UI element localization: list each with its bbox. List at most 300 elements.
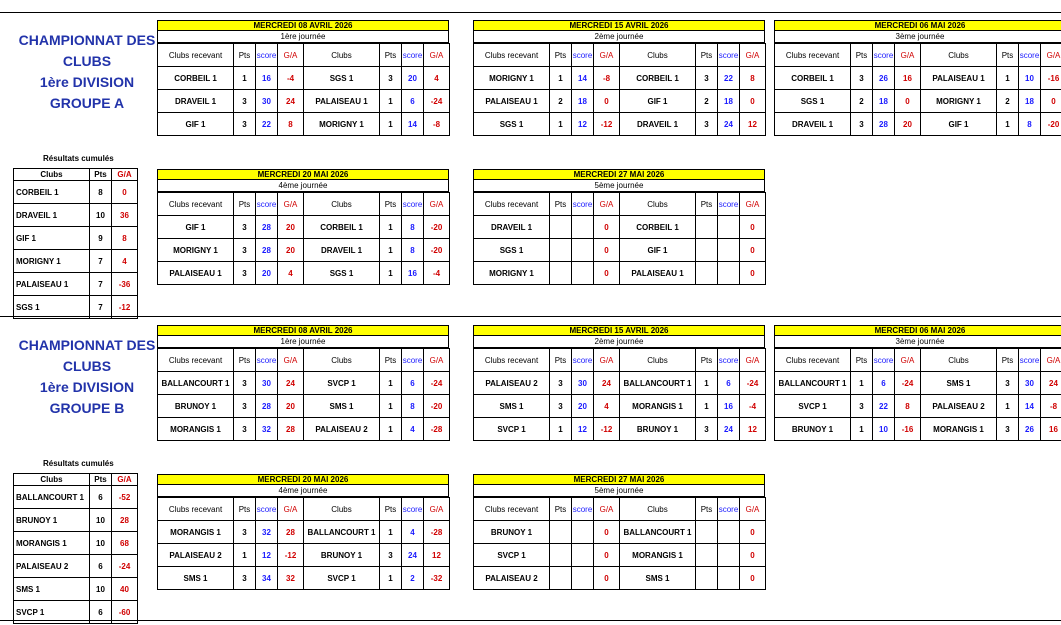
header-ga: G/A: [895, 44, 921, 67]
header-clubs-recevant: Clubs recevant: [158, 498, 234, 521]
match-row: [158, 239, 450, 262]
away-score: 24: [402, 544, 424, 567]
group-title-line: GROUPE B: [49, 400, 125, 416]
header-clubs: Clubs: [921, 44, 997, 67]
home-goal-average: 8: [895, 395, 921, 418]
table-header-row: [775, 44, 1061, 67]
away-score: 26: [1019, 418, 1041, 441]
header-ga: G/A: [278, 349, 304, 372]
header-clubs: Clubs: [620, 498, 696, 521]
away-points: 3: [696, 113, 718, 136]
away-club: SGS 1: [304, 262, 380, 285]
away-points: [696, 567, 718, 590]
cumulative-goal-average: -36: [112, 273, 138, 296]
home-points: 3: [234, 239, 256, 262]
away-club: SGS 1: [304, 67, 380, 90]
round-journee-label: 1ère journée: [157, 31, 449, 43]
cumulative-points: 10: [90, 204, 112, 227]
away-club: BRUNOY 1: [304, 544, 380, 567]
match-row: [474, 90, 766, 113]
home-score: 26: [873, 67, 895, 90]
cumulative-goal-average: -24: [112, 555, 138, 578]
cumulative-goal-average: 68: [112, 532, 138, 555]
match-row: [474, 395, 766, 418]
away-score: 4: [402, 521, 424, 544]
header-clubs: Clubs: [304, 349, 380, 372]
home-club: CORBEIL 1: [158, 67, 234, 90]
away-score: 8: [402, 239, 424, 262]
header-ga: G/A: [424, 349, 450, 372]
home-club: MORIGNY 1: [474, 67, 550, 90]
home-goal-average: 0: [594, 521, 620, 544]
header-clubs-recevant: Clubs recevant: [158, 349, 234, 372]
away-goal-average: 16: [1041, 418, 1061, 441]
away-goal-average: 12: [740, 418, 766, 441]
home-score: 12: [572, 418, 594, 441]
header-ga: G/A: [424, 498, 450, 521]
header-ga: G/A: [740, 349, 766, 372]
home-club: MORIGNY 1: [158, 239, 234, 262]
away-points: [696, 239, 718, 262]
home-goal-average: 16: [895, 67, 921, 90]
header-clubs: Clubs: [14, 474, 90, 486]
home-goal-average: 28: [278, 418, 304, 441]
away-club: GIF 1: [921, 113, 997, 136]
away-goal-average: -24: [424, 90, 450, 113]
round-results-table: [774, 348, 1061, 441]
header-ga: G/A: [594, 349, 620, 372]
away-score: 24: [718, 113, 740, 136]
away-score: 6: [718, 372, 740, 395]
match-row: [158, 395, 450, 418]
home-club: MORIGNY 1: [474, 262, 550, 285]
header-clubs-recevant: Clubs recevant: [474, 349, 550, 372]
header-pts: Pts: [997, 349, 1019, 372]
home-points: [550, 216, 572, 239]
header-clubs: Clubs: [304, 44, 380, 67]
away-goal-average: -24: [424, 372, 450, 395]
home-goal-average: 20: [278, 395, 304, 418]
away-score: [718, 544, 740, 567]
away-score: [718, 521, 740, 544]
header-pts: Pts: [380, 193, 402, 216]
header-clubs: Clubs: [921, 349, 997, 372]
home-score: 28: [256, 216, 278, 239]
round-date-header: MERCREDI 08 AVRIL 2026: [157, 20, 449, 31]
header-ga: G/A: [1041, 44, 1061, 67]
away-points: [696, 216, 718, 239]
home-points: 2: [550, 90, 572, 113]
home-score: 22: [256, 113, 278, 136]
away-score: 8: [1019, 113, 1041, 136]
away-club: PALAISEAU 1: [620, 262, 696, 285]
header-pts: Pts: [550, 44, 572, 67]
cumulative-points: 7: [90, 250, 112, 273]
header-score: score: [1019, 44, 1041, 67]
away-points: 3: [696, 418, 718, 441]
round-results-table: [157, 497, 450, 590]
home-score: 22: [873, 395, 895, 418]
cumulative-results-title: Résultats cumulés: [43, 459, 114, 468]
home-points: 3: [234, 90, 256, 113]
away-points: 1: [380, 113, 402, 136]
away-goal-average: 0: [740, 567, 766, 590]
cumulative-club: SMS 1: [14, 578, 90, 601]
match-row: [158, 567, 450, 590]
away-score: 16: [718, 395, 740, 418]
cumulative-club: PALAISEAU 1: [14, 273, 90, 296]
home-goal-average: -12: [594, 418, 620, 441]
cumulative-results-table: [13, 168, 138, 319]
cumulative-club: MORANGIS 1: [14, 532, 90, 555]
home-score: [572, 239, 594, 262]
cumulative-row: [14, 509, 138, 532]
header-ga: G/A: [112, 474, 138, 486]
home-score: 20: [572, 395, 594, 418]
home-points: 3: [234, 418, 256, 441]
match-row: [474, 113, 766, 136]
header-clubs: Clubs: [620, 349, 696, 372]
round-results-table: [157, 192, 450, 285]
match-row: [474, 567, 766, 590]
away-points: 3: [380, 67, 402, 90]
home-points: 1: [851, 418, 873, 441]
away-score: 2: [402, 567, 424, 590]
away-score: 18: [718, 90, 740, 113]
home-club: DRAVEIL 1: [474, 216, 550, 239]
round-results-table: [157, 43, 450, 136]
away-club: DRAVEIL 1: [620, 113, 696, 136]
header-pts: Pts: [234, 349, 256, 372]
home-goal-average: -16: [895, 418, 921, 441]
away-club: MORIGNY 1: [921, 90, 997, 113]
home-points: 1: [550, 418, 572, 441]
header-score: score: [572, 44, 594, 67]
header-pts: Pts: [696, 44, 718, 67]
home-score: [572, 521, 594, 544]
table-header-row: [158, 44, 450, 67]
away-club: SVCP 1: [304, 567, 380, 590]
header-clubs-recevant: Clubs recevant: [474, 193, 550, 216]
away-goal-average: -16: [1041, 67, 1061, 90]
match-row: [775, 90, 1061, 113]
match-row: [158, 67, 450, 90]
match-row: [474, 521, 766, 544]
away-club: BALLANCOURT 1: [620, 372, 696, 395]
home-score: [572, 544, 594, 567]
home-points: [550, 567, 572, 590]
cumulative-goal-average: -60: [112, 601, 138, 624]
cumulative-row: [14, 578, 138, 601]
away-goal-average: -20: [1041, 113, 1061, 136]
cumulative-club: BALLANCOURT 1: [14, 486, 90, 509]
away-club: SMS 1: [921, 372, 997, 395]
cumulative-goal-average: 28: [112, 509, 138, 532]
header-clubs-recevant: Clubs recevant: [775, 349, 851, 372]
group-title-line: CHAMPIONNAT DES: [18, 337, 156, 353]
header-score: score: [718, 44, 740, 67]
round-date-header: MERCREDI 06 MAI 2026: [774, 325, 1061, 336]
header-score: score: [718, 498, 740, 521]
away-club: BALLANCOURT 1: [620, 521, 696, 544]
home-score: 6: [873, 372, 895, 395]
cumulative-club: CORBEIL 1: [14, 181, 90, 204]
away-points: 1: [380, 239, 402, 262]
away-points: 1: [380, 262, 402, 285]
header-ga: G/A: [594, 498, 620, 521]
header-pts: Pts: [550, 349, 572, 372]
home-goal-average: 32: [278, 567, 304, 590]
match-row: [474, 239, 766, 262]
header-ga: G/A: [112, 169, 138, 181]
round-date-header: MERCREDI 27 MAI 2026: [473, 474, 765, 485]
away-club: SMS 1: [304, 395, 380, 418]
header-ga: G/A: [278, 193, 304, 216]
home-score: 14: [572, 67, 594, 90]
table-header-row: [474, 498, 766, 521]
away-goal-average: 0: [740, 216, 766, 239]
away-club: PALAISEAU 2: [921, 395, 997, 418]
home-points: 3: [234, 216, 256, 239]
home-club: BALLANCOURT 1: [775, 372, 851, 395]
home-score: 30: [572, 372, 594, 395]
home-club: MORANGIS 1: [158, 418, 234, 441]
home-goal-average: -12: [278, 544, 304, 567]
away-goal-average: -28: [424, 418, 450, 441]
header-pts: Pts: [550, 498, 572, 521]
away-score: 24: [718, 418, 740, 441]
away-score: 10: [1019, 67, 1041, 90]
round-date-header: MERCREDI 06 MAI 2026: [774, 20, 1061, 31]
group-title-line: 1ère DIVISION: [39, 74, 135, 90]
group-title-line: CLUBS: [62, 53, 112, 69]
away-score: [718, 216, 740, 239]
away-points: 1: [997, 395, 1019, 418]
cumulative-row: [14, 250, 138, 273]
header-pts: Pts: [234, 44, 256, 67]
home-goal-average: 0: [594, 567, 620, 590]
away-score: 14: [1019, 395, 1041, 418]
table-header-row: [474, 193, 766, 216]
round-journee-label: 5ème journée: [473, 180, 765, 192]
away-goal-average: -4: [424, 262, 450, 285]
home-club: GIF 1: [158, 113, 234, 136]
header-score: score: [572, 349, 594, 372]
home-goal-average: -24: [895, 372, 921, 395]
away-goal-average: 0: [740, 262, 766, 285]
away-points: 1: [380, 90, 402, 113]
home-club: SMS 1: [474, 395, 550, 418]
home-points: 3: [851, 67, 873, 90]
header-ga: G/A: [895, 349, 921, 372]
round-journee-label: 3ème journée: [774, 31, 1061, 43]
cumulative-row: [14, 273, 138, 296]
home-points: 3: [234, 521, 256, 544]
header-pts: Pts: [851, 44, 873, 67]
away-goal-average: 4: [424, 67, 450, 90]
cumulative-club: PALAISEAU 2: [14, 555, 90, 578]
header-clubs: Clubs: [304, 193, 380, 216]
match-row: [474, 216, 766, 239]
away-score: [718, 239, 740, 262]
home-points: 3: [851, 113, 873, 136]
cumulative-goal-average: -52: [112, 486, 138, 509]
home-club: DRAVEIL 1: [158, 90, 234, 113]
header-ga: G/A: [740, 193, 766, 216]
home-goal-average: 0: [594, 544, 620, 567]
away-goal-average: 0: [740, 239, 766, 262]
header-pts: Pts: [851, 349, 873, 372]
home-club: DRAVEIL 1: [775, 113, 851, 136]
header-clubs: Clubs: [620, 44, 696, 67]
cumulative-points: 7: [90, 273, 112, 296]
away-points: 1: [380, 372, 402, 395]
home-score: 28: [873, 113, 895, 136]
home-goal-average: 0: [895, 90, 921, 113]
away-score: 16: [402, 262, 424, 285]
home-club: MORANGIS 1: [158, 521, 234, 544]
round-journee-label: 4ème journée: [157, 485, 449, 497]
home-points: 3: [234, 395, 256, 418]
match-row: [474, 67, 766, 90]
header-clubs-recevant: Clubs recevant: [158, 193, 234, 216]
group-title: [12, 335, 162, 419]
round-date-header: MERCREDI 20 MAI 2026: [157, 169, 449, 180]
group-title-line: 1ère DIVISION: [39, 379, 135, 395]
away-goal-average: -24: [740, 372, 766, 395]
home-points: 3: [234, 113, 256, 136]
away-club: DRAVEIL 1: [304, 239, 380, 262]
header-pts: Pts: [234, 193, 256, 216]
away-goal-average: 12: [424, 544, 450, 567]
home-points: 3: [550, 395, 572, 418]
table-header-row: [474, 44, 766, 67]
header-ga: G/A: [424, 44, 450, 67]
table-header-row: [158, 349, 450, 372]
home-points: 3: [851, 395, 873, 418]
header-ga: G/A: [424, 193, 450, 216]
cumulative-points: 7: [90, 296, 112, 319]
away-score: 6: [402, 372, 424, 395]
home-points: 1: [851, 372, 873, 395]
home-goal-average: 20: [895, 113, 921, 136]
home-points: 1: [234, 67, 256, 90]
cumulative-goal-average: 40: [112, 578, 138, 601]
home-goal-average: 20: [278, 216, 304, 239]
away-points: [696, 544, 718, 567]
away-club: GIF 1: [620, 90, 696, 113]
home-score: 28: [256, 395, 278, 418]
home-goal-average: -8: [594, 67, 620, 90]
away-points: 3: [997, 418, 1019, 441]
away-goal-average: -8: [424, 113, 450, 136]
header-pts: Pts: [997, 44, 1019, 67]
table-header-row: [14, 474, 138, 486]
cumulative-goal-average: -12: [112, 296, 138, 319]
match-row: [158, 372, 450, 395]
home-score: [572, 567, 594, 590]
away-points: 1: [380, 521, 402, 544]
cumulative-points: 10: [90, 578, 112, 601]
cumulative-row: [14, 204, 138, 227]
header-clubs-recevant: Clubs recevant: [775, 44, 851, 67]
round-results-table: [774, 43, 1061, 136]
match-row: [474, 544, 766, 567]
away-score: 4: [402, 418, 424, 441]
home-club: SVCP 1: [775, 395, 851, 418]
header-score: score: [873, 44, 895, 67]
away-points: 1: [696, 395, 718, 418]
header-ga: G/A: [1041, 349, 1061, 372]
away-points: 1: [997, 67, 1019, 90]
away-club: CORBEIL 1: [620, 216, 696, 239]
header-clubs: Clubs: [304, 498, 380, 521]
away-score: 20: [402, 67, 424, 90]
round-journee-label: 5ème journée: [473, 485, 765, 497]
header-pts: Pts: [696, 349, 718, 372]
away-club: GIF 1: [620, 239, 696, 262]
header-score: score: [718, 349, 740, 372]
round-journee-label: 3ème journée: [774, 336, 1061, 348]
home-goal-average: 4: [594, 395, 620, 418]
group-title-line: CHAMPIONNAT DES: [18, 32, 156, 48]
home-score: 18: [873, 90, 895, 113]
cumulative-points: 9: [90, 227, 112, 250]
home-club: PALAISEAU 2: [474, 567, 550, 590]
cumulative-points: 10: [90, 509, 112, 532]
home-score: 28: [256, 239, 278, 262]
header-score: score: [402, 193, 424, 216]
match-row: [158, 521, 450, 544]
home-club: SGS 1: [474, 239, 550, 262]
away-points: [696, 521, 718, 544]
header-score: score: [873, 349, 895, 372]
match-row: [158, 113, 450, 136]
home-points: 3: [234, 372, 256, 395]
round-date-header: MERCREDI 08 AVRIL 2026: [157, 325, 449, 336]
match-row: [775, 395, 1061, 418]
away-goal-average: -28: [424, 521, 450, 544]
group-title-line: CLUBS: [62, 358, 112, 374]
away-score: 8: [402, 395, 424, 418]
header-clubs-recevant: Clubs recevant: [158, 44, 234, 67]
home-score: 16: [256, 67, 278, 90]
header-score: score: [256, 498, 278, 521]
away-points: 1: [997, 113, 1019, 136]
away-points: 1: [380, 395, 402, 418]
home-score: 12: [572, 113, 594, 136]
round-journee-label: 2ème journée: [473, 31, 765, 43]
away-club: MORANGIS 1: [620, 395, 696, 418]
away-goal-average: 0: [1041, 90, 1061, 113]
home-club: BALLANCOURT 1: [158, 372, 234, 395]
cumulative-row: [14, 296, 138, 319]
away-club: BRUNOY 1: [620, 418, 696, 441]
home-club: CORBEIL 1: [775, 67, 851, 90]
cumulative-club: GIF 1: [14, 227, 90, 250]
away-club: PALAISEAU 2: [304, 418, 380, 441]
cumulative-goal-average: 36: [112, 204, 138, 227]
header-pts: Pts: [380, 498, 402, 521]
table-header-row: [474, 349, 766, 372]
header-pts: Pts: [234, 498, 256, 521]
round-journee-label: 2ème journée: [473, 336, 765, 348]
match-row: [775, 372, 1061, 395]
match-row: [158, 262, 450, 285]
home-club: PALAISEAU 1: [474, 90, 550, 113]
header-clubs: Clubs: [14, 169, 90, 181]
match-row: [474, 418, 766, 441]
